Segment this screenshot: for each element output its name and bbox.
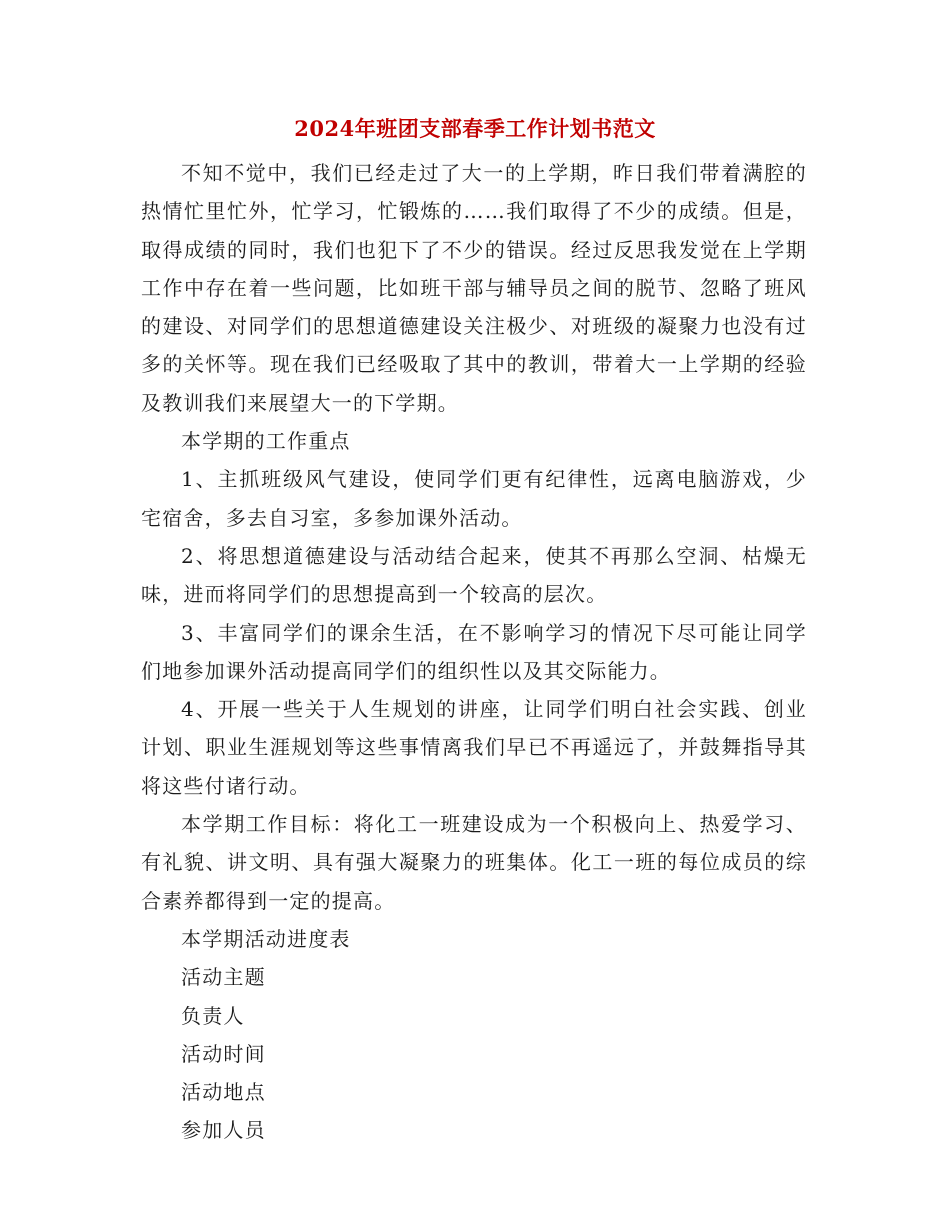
schedule-heading: 本学期活动进度表 bbox=[181, 926, 351, 951]
schedule-header-time: 活动时间 bbox=[181, 1041, 266, 1066]
focus-item-4: 4、开展一些关于人生规划的讲座，让同学们明白社会实践、创业计划、职业生涯规划等这些事情离我们早已不再遥远了，并鼓舞指导其将这些付诸行动。 bbox=[141, 697, 807, 798]
document-body bbox=[141, 154, 807, 1150]
focus-item-2: 2、将思想道德建设与活动结合起来，使其不再那么空洞、枯燥无味，进而将同学们的思想提高到一个较高的层次。 bbox=[141, 543, 807, 607]
document-title: 2024年班团支部春季工作计划书范文 bbox=[294, 116, 656, 141]
intro-paragraph: 不知不觉中，我们已经走过了大一的上学期，昨日我们带着满腔的热情忙里忙外，忙学习，忙锻炼的……我们取得了不少的成绩。但是，取得成绩的同时，我们也犯下了不少的错误。经过反思我发觉在上学期工作中存在着一些问题，比如班干部与辅导员之间的脱节、忽略了班风的建设、对同学们的思想道德建设关注极少、对班级的凝聚力也没有过多的关怀等。现在我们已经吸取了其中的教训，带着大一上学期的经验及教训我们来展望大一的下学期。 bbox=[141, 161, 807, 415]
schedule-header-owner: 负责人 bbox=[181, 1003, 245, 1028]
goal-paragraph: 本学期工作目标：将化工一班建设成为一个积极向上、热爱学习、有礼貌、讲文明、具有强大凝聚力的班集体。化工一班的每位成员的综合素养都得到一定的提高。 bbox=[141, 812, 807, 913]
focus-item-1: 1、主抓班级风气建设，使同学们更有纪律性，远离电脑游戏，少宅宿舍，多去自习室，多参加课外活动。 bbox=[141, 467, 807, 530]
schedule-header-participants: 参加人员 bbox=[181, 1118, 266, 1143]
section-heading-focus: 本学期的工作重点 bbox=[181, 429, 351, 454]
schedule-header-topic: 活动主题 bbox=[181, 965, 266, 990]
focus-item-3: 3、丰富同学们的课余生活，在不影响学习的情况下尽可能让同学们地参加课外活动提高同学们的组织性以及其交际能力。 bbox=[141, 620, 807, 683]
schedule-header-location: 活动地点 bbox=[181, 1080, 266, 1105]
